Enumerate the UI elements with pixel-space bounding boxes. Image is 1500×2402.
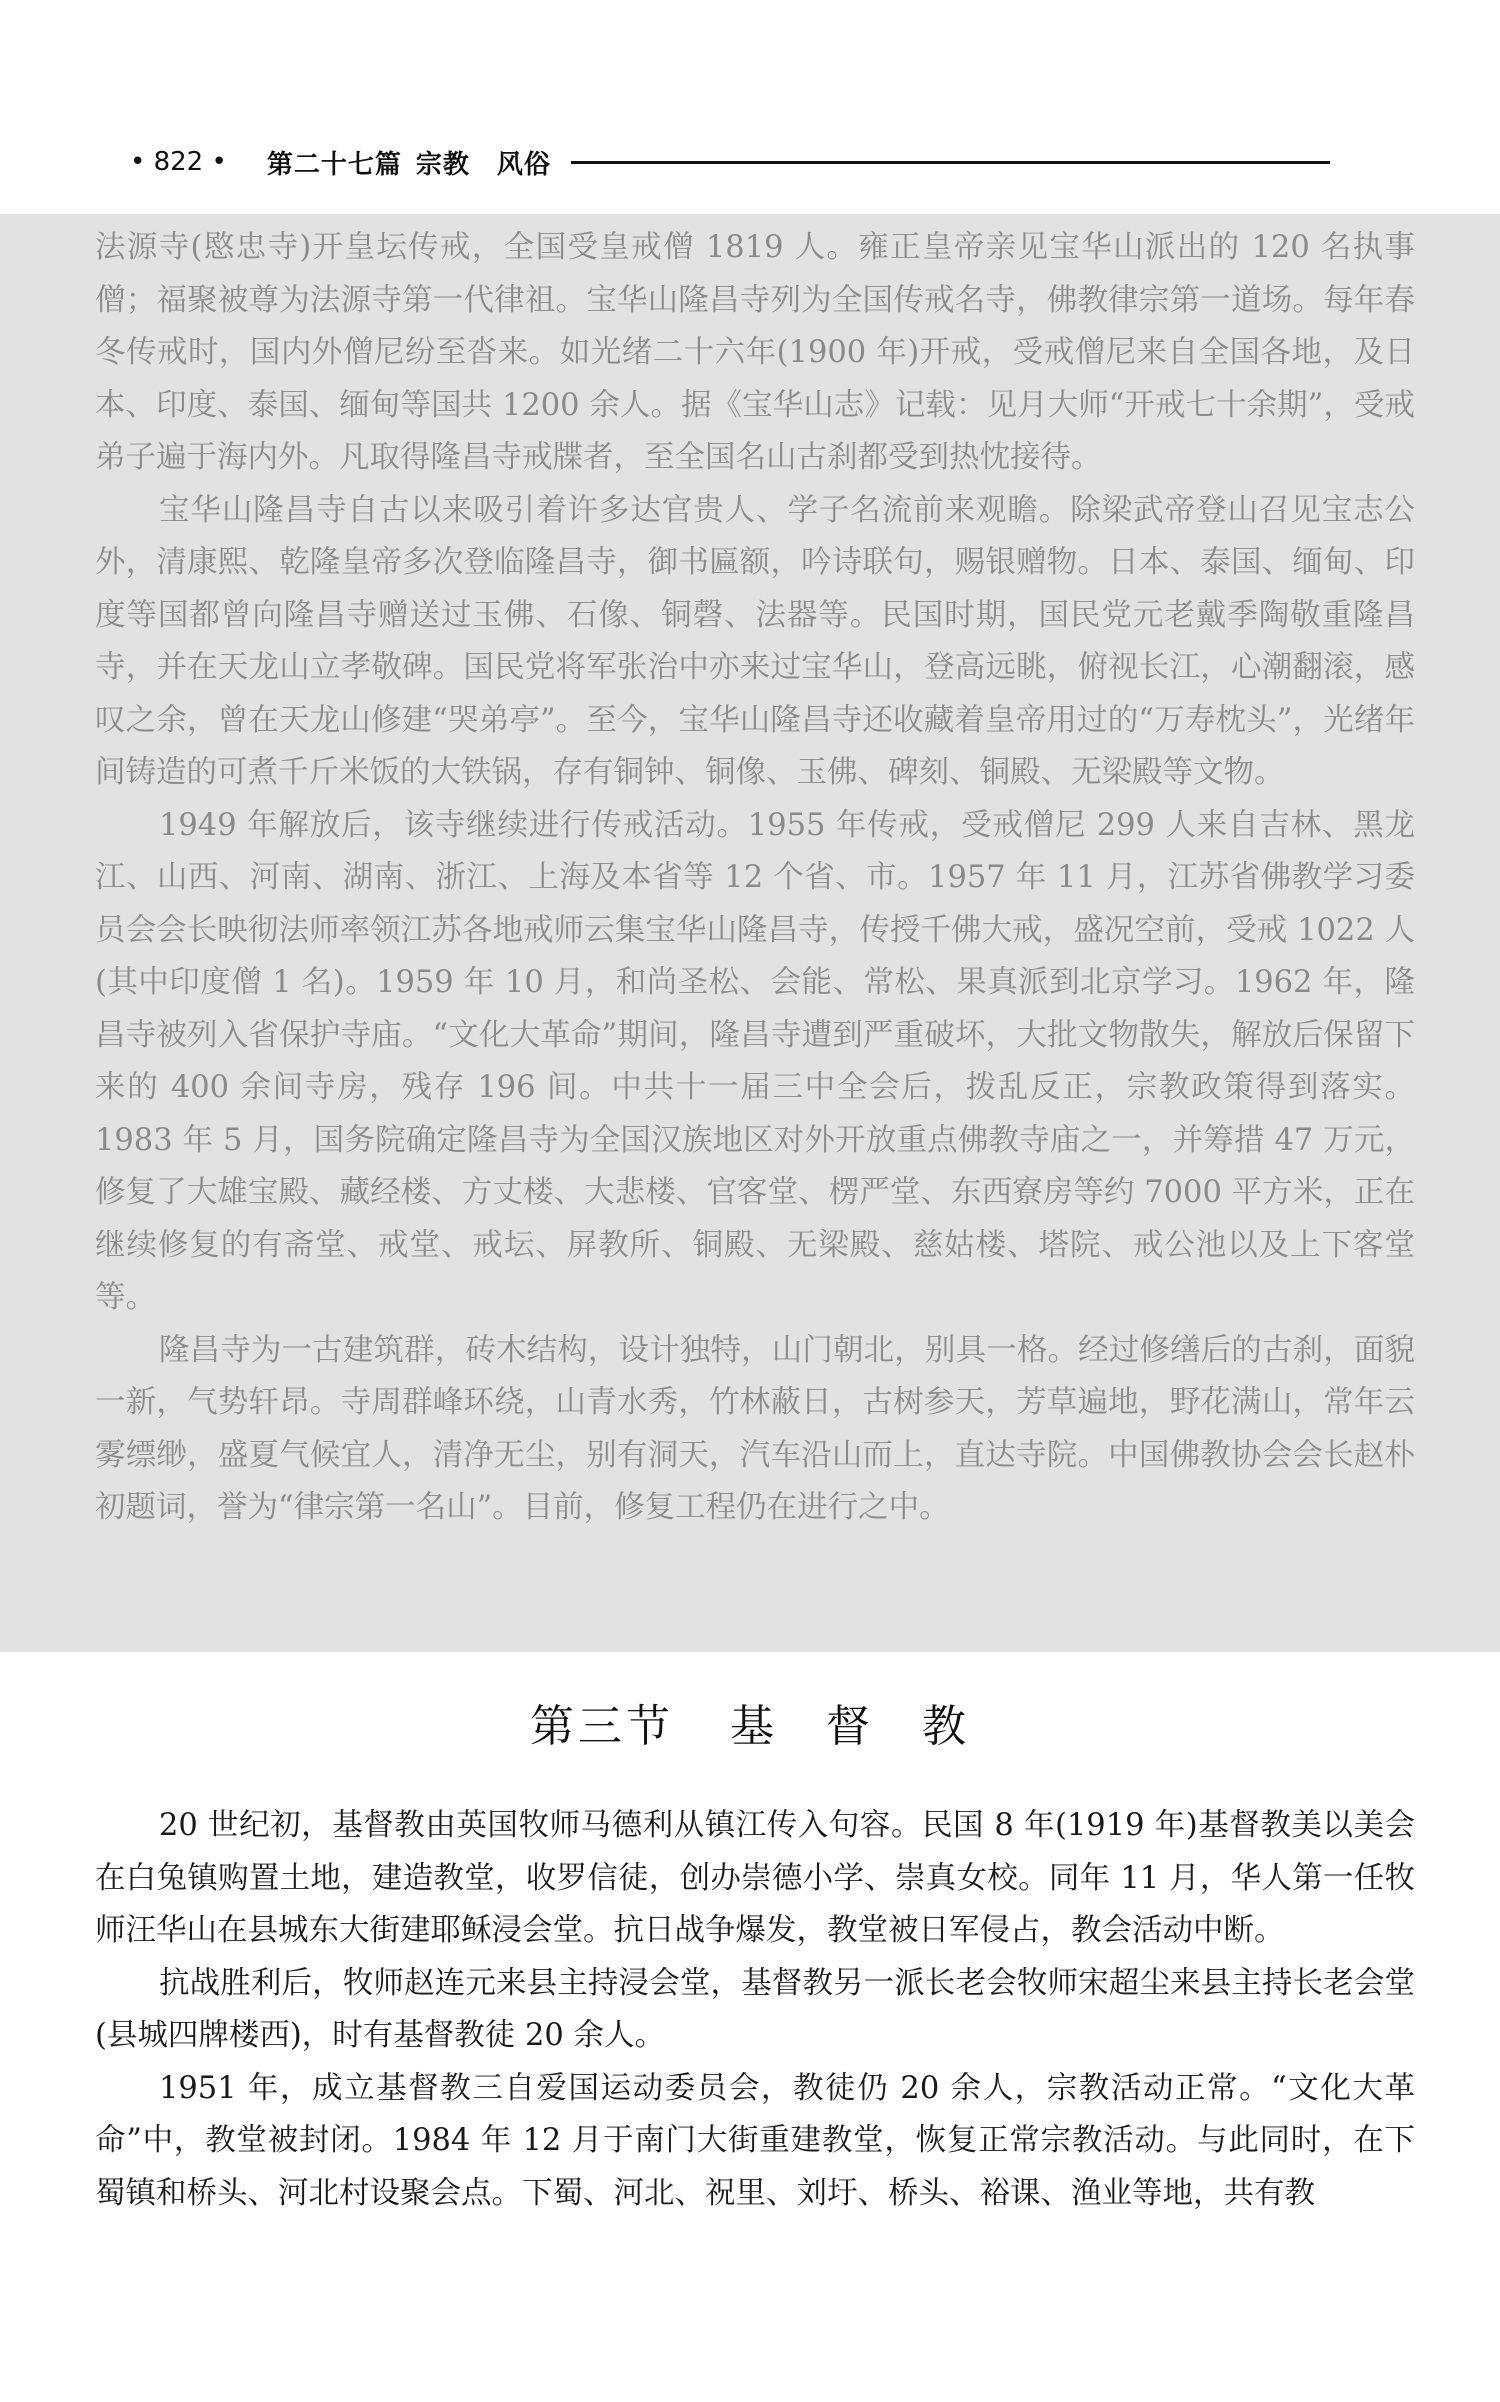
body-paragraph: 20 世纪初，基督教由英国牧师马德利从镇江传入句容。民国 8 年(1919 年)基督教美以美会在白兔镇购置土地，建造教堂，收罗信徒，创办崇德小学、崇真女校。同年 11 月，华人第一任牧师汪华山在县城东大街建耶稣浸会堂。抗日战争爆发，教堂被日军侵占，教会活动中断。 bbox=[95, 1808, 1415, 1948]
running-header bbox=[130, 142, 1330, 182]
body-paragraph: 抗战胜利后，牧师赵连元来县主持浸会堂，基督教另一派长老会牧师宋超尘来县主持长老会堂(县城四牌楼西)，时有基督教徒 20 余人。 bbox=[95, 1965, 1415, 2053]
shaded-text-block bbox=[95, 222, 1415, 1535]
header-rule bbox=[571, 161, 1330, 164]
shaded-paragraph: 隆昌寺为一古建筑群，砖木结构，设计独特，山门朝北，别具一格。经过修缮后的古刹，面貌一新，气势轩昂。寺周群峰环绕，山青水秀，竹林蔽日，古树参天，芳草遍地，野花满山，常年云雾缥缈，盛夏气候宜人，清净无尘，别有洞天，汽车沿山而上，直达寺院。中国佛教协会会长赵朴初题词，誉为“律宗第一名山”。目前，修复工程仍在进行之中。 bbox=[95, 1332, 1415, 1525]
chapter-subject: 宗教 风俗 bbox=[415, 149, 551, 180]
section-number: 第三节 bbox=[530, 1701, 674, 1752]
chapter-label: 第二十七篇 bbox=[266, 149, 402, 180]
body-text-block bbox=[95, 1800, 1415, 2220]
body-paragraph: 1951 年，成立基督教三自爱国运动委员会，教徒仍 20 余人，宗教活动正常。“文化大革命”中，教堂被封闭。1984 年 12 月于南门大街重建教堂，恢复正常宗教活动。与此同时，在下蜀镇和桥头、河北村设聚会点。下蜀、河北、祝里、刘圩、桥头、裕课、渔业等地，共有教 bbox=[95, 2070, 1415, 2211]
section-title: 基 督 教 bbox=[730, 1701, 970, 1752]
shaded-paragraph: 1949 年解放后，该寺继续进行传戒活动。1955 年传戒，受戒僧尼 299 人来自吉林、黑龙江、山西、河南、湖南、浙江、上海及本省等 12 个省、市。1957 年 11 月，江苏省佛教学习委员会会长映彻法师率领江苏各地戒师云集宝华山隆昌寺，传授千佛大戒，盛况空前，受戒 1022 人(其中印度僧 1 名)。1959 年 10 月，和尚圣松、会能、常松、果真派到北京学习。1962 年，隆昌寺被列入省保护寺庙。“文化大革命”期间，隆昌寺遭到严重破坏，大批文物散失，解放后保留下来的 400 余间寺房，残存 196 间。中共十一届三中全会后，拨乱反正，宗教政策得到落实。1983 年 5 月，国务院确定隆昌寺为全国汉族地区对外开放重点佛教寺庙之一，并筹措 47 万元，修复了大雄宝殿、藏经楼、方丈楼、大悲楼、官客堂、楞严堂、东西寮房等约 7000 平方米，正在继续修复的有斋堂、戒堂、戒坛、屏教所、铜殿、无梁殿、慈姑楼、塔院、戒公池以及上下客堂等。 bbox=[95, 807, 1415, 1315]
shaded-paragraph: 法源寺(愍忠寺)开皇坛传戒，全国受皇戒僧 1819 人。雍正皇帝亲见宝华山派出的 120 名执事僧；福聚被尊为法源寺第一代律祖。宝华山隆昌寺列为全国传戒名寺，佛教律宗第一道场。每年春冬传戒时，国内外僧尼纷至沓来。如光绪二十六年(1900 年)开戒，受戒僧尼来自全国各地，及日本、印度、泰国、缅甸等国共 1200 余人。据《宝华山志》记载：见月大师“开戒七十余期”，受戒弟子遍于海内外。凡取得隆昌寺戒牒者，至全国名山古刹都受到热忱接待。 bbox=[95, 230, 1415, 475]
page-number: • 822 • bbox=[130, 147, 227, 177]
section-heading bbox=[0, 1690, 1500, 1754]
shaded-paragraph: 宝华山隆昌寺自古以来吸引着许多达官贵人、学子名流前来观瞻。除梁武帝登山召见宝志公外，清康熙、乾隆皇帝多次登临隆昌寺，御书匾额，吟诗联句，赐银赠物。日本、泰国、缅甸、印度等国都曾向隆昌寺赠送过玉佛、石像、铜磬、法器等。民国时期，国民党元老戴季陶敬重隆昌寺，并在天龙山立孝敬碑。国民党将军张治中亦来过宝华山，登高远眺，俯视长江，心潮翻滚，感叹之余，曾在天龙山修建“哭弟亭”。至今，宝华山隆昌寺还收藏着皇帝用过的“万寿枕头”，光绪年间铸造的可煮千斤米饭的大铁锅，存有铜钟、铜像、玉佛、碑刻、铜殿、无梁殿等文物。 bbox=[95, 492, 1415, 790]
